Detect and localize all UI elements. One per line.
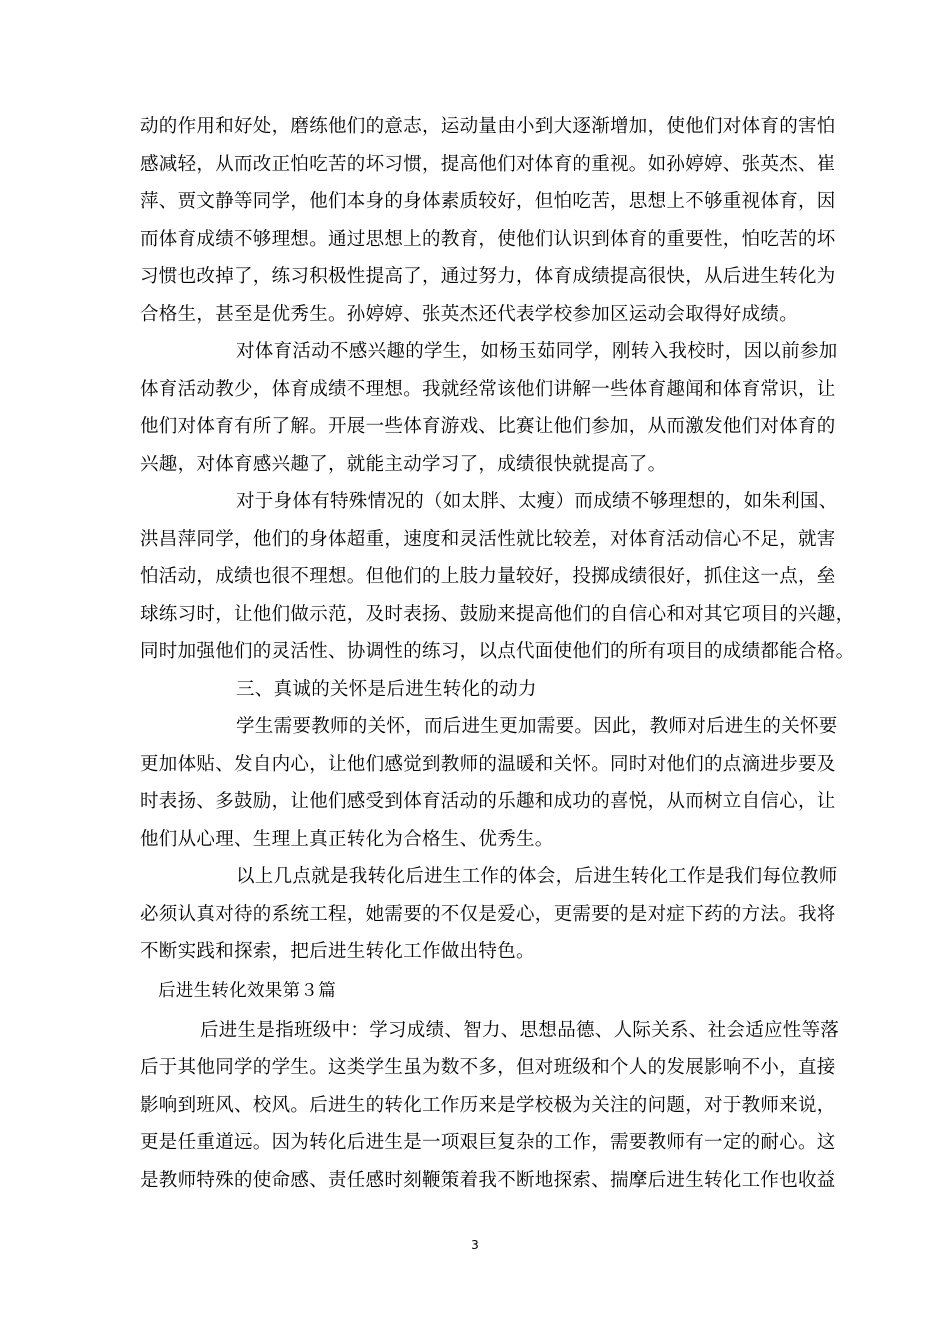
section-heading: 三、真诚的关怀是后进生转化的动力: [236, 679, 537, 700]
body-text-line: 感减轻，从而改正怕吃苦的坏习惯，提高他们对体育的重视。如孙婷婷、张英杰、崔: [140, 154, 836, 175]
body-text-line: 怕活动，成绩也很不理想。但他们的上肢力量较好，投掷成绩很好，抓住这一点，垒: [140, 566, 836, 587]
body-text-line: 影响到班风、校风。后进生的转化工作历来是学校极为关注的问题，对于教师来说，: [140, 1095, 836, 1116]
body-text-line: 洪昌萍同学，他们的身体超重，速度和灵活性就比较差，对体育活动信心不足，就害: [140, 529, 836, 550]
body-text-line: 而体育成绩不够理想。通过思想上的教育，使他们认识到体育的重要性，怕吃苦的坏: [140, 229, 836, 250]
body-text-line: 必须认真对待的系统工程，她需要的不仅是爱心，更需要的是对症下药的方法。我将: [140, 904, 836, 925]
body-text-line: 同时加强他们的灵活性、协调性的练习，以点代面使他们的所有项目的成绩都能合格。: [140, 641, 855, 662]
body-text-line: 合格生，甚至是优秀生。孙婷婷、张英杰还代表学校参加区运动会取得好成绩。: [140, 304, 799, 325]
body-text-line: 兴趣，对体育感兴趣了，就能主动学习了，成绩很快就提高了。: [140, 454, 667, 475]
paragraph-first-line: 对于身体有特殊情况的（如太胖、太瘦）而成绩不够理想的，如朱利国、: [236, 491, 838, 512]
body-text-line: 不断实践和探索，把后进生转化工作做出特色。: [140, 941, 535, 962]
paragraph-first-line: 学生需要教师的关怀，而后进生更加需要。因此，教师对后进生的关怀要: [236, 716, 838, 737]
body-text-line: 是教师特殊的使命感、责任感时刻鞭策着我不断地探索、揣摩后进生转化工作也收益: [140, 1170, 836, 1191]
paragraph-first-line: 以上几点就是我转化后进生工作的体会，后进生转化工作是我们每位教师: [236, 866, 838, 887]
body-text-line: 体育活动教少，体育成绩不理想。我就经常该他们讲解一些体育趣闻和体育常识，让: [140, 379, 836, 400]
body-text-line: 动的作用和好处，磨练他们的意志，运动量由小到大逐渐增加，使他们对体育的害怕: [140, 116, 836, 137]
body-text-line: 后于其他同学的学生。这类学生虽为数不多，但对班级和个人的发展影响不小，直接: [140, 1057, 836, 1078]
paragraph-first-line: 对体育活动不感兴趣的学生，如杨玉茹同学，刚转入我校时，因以前参加: [236, 341, 838, 362]
body-text-line: 球练习时，让他们做示范，及时表扬、鼓励来提高他们的自信心和对其它项目的兴趣，: [140, 604, 855, 625]
body-text-line: 更加体贴、发自内心，让他们感觉到教师的温暖和关怀。同时对他们的点滴进步要及: [140, 754, 836, 775]
article-title: 后进生转化效果第３篇: [158, 981, 336, 1001]
body-text-line: 更是任重道远。因为转化后进生是一项艰巨复杂的工作，需要教师有一定的耐心。这: [140, 1132, 836, 1153]
body-text-line: 时表扬、多鼓励，让他们感受到体育活动的乐趣和成功的喜悦，从而树立自信心，让: [140, 791, 836, 812]
body-text-line: 习惯也改掉了，练习积极性提高了，通过努力，体育成绩提高很快，从后进生转化为: [140, 266, 836, 287]
page-number: 3: [471, 1238, 479, 1252]
body-text-line: 萍、贾文静等同学，他们本身的身体素质较好，但怕吃苦，思想上不够重视体育，因: [140, 191, 836, 212]
body-text-line: 他们对体育有所了解。开展一些体育游戏、比赛让他们参加，从而激发他们对体育的: [140, 416, 836, 437]
paragraph-first-line: 后进生是指班级中：学习成绩、智力、思想品德、人际关系、社会适应性等落: [200, 1020, 840, 1041]
body-text-line: 他们从心理、生理上真正转化为合格生、优秀生。: [140, 829, 554, 850]
